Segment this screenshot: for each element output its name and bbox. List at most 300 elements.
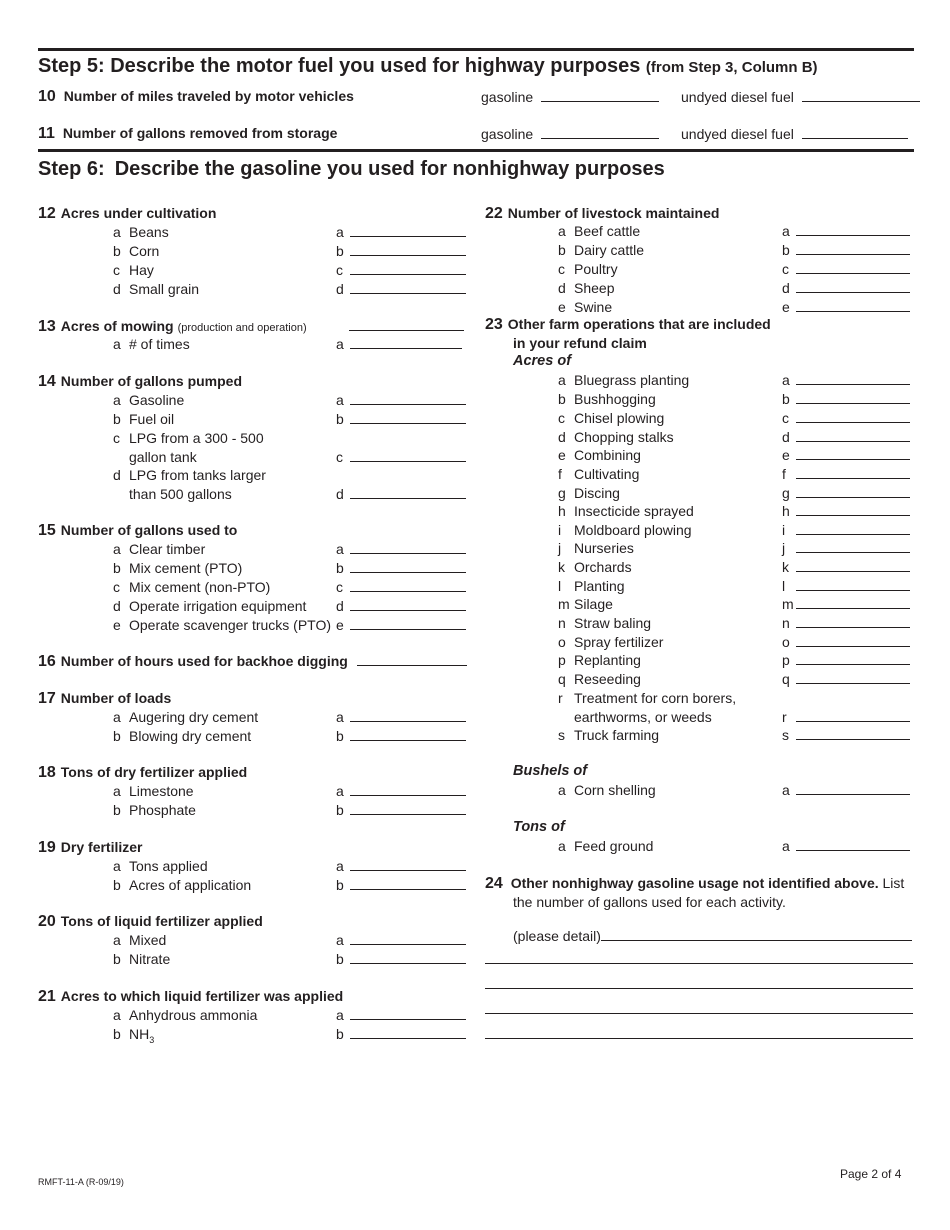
field-letter: n [782, 615, 790, 631]
q24-title-tail: List [882, 875, 905, 891]
q24-detail-line[interactable] [485, 988, 913, 989]
item-letter: c [558, 410, 565, 426]
item-row [113, 950, 170, 968]
answer-field[interactable] [796, 502, 910, 516]
field-letter: b [336, 411, 344, 427]
item-letter: j [558, 540, 562, 556]
item-row [558, 465, 639, 483]
item-label: Corn [129, 243, 160, 259]
line11-diesel-label: undyed diesel fuel [681, 126, 794, 142]
item-letter: e [558, 299, 566, 315]
line11-gasoline-label: gasoline [481, 126, 534, 142]
q21-heading [38, 987, 343, 1006]
field-letter: b [336, 243, 344, 259]
item-row [113, 540, 205, 558]
item-label: Blowing dry cement [129, 728, 252, 744]
item-letter: b [113, 560, 121, 576]
q21-title: Acres to which liquid fertilizer was applied [60, 988, 344, 1004]
answer-field[interactable] [796, 279, 910, 293]
form-number: RMFT-11-A (R-09/19) [38, 1177, 124, 1187]
item-row [558, 595, 613, 613]
item-label: Operate irrigation equipment [129, 598, 307, 614]
q15-heading [38, 521, 237, 540]
item-row [558, 222, 640, 240]
item-label: Beef cattle [574, 223, 641, 239]
answer-field[interactable] [350, 708, 466, 722]
step6-title [38, 158, 665, 181]
item-row [113, 616, 331, 634]
q16-field-row [357, 652, 467, 670]
answer-field[interactable] [796, 633, 910, 647]
item-field-row [336, 1006, 466, 1024]
answer-field[interactable] [350, 223, 466, 237]
field-letter: l [782, 578, 786, 594]
answer-field[interactable] [350, 597, 466, 611]
q13-title: Acres of mowing [60, 318, 174, 334]
line11-gasoline-field[interactable] [541, 125, 659, 139]
item-letter: d [113, 467, 121, 483]
item-letter: a [113, 709, 121, 725]
item-label: Moldboard plowing [574, 522, 692, 538]
q22-title: Number of livestock maintained [507, 205, 720, 221]
item-row [558, 260, 618, 278]
item-row [558, 446, 641, 464]
field-letter: b [336, 1026, 344, 1042]
item-field-row [782, 465, 910, 483]
item-letter: s [558, 727, 565, 743]
answer-field[interactable] [350, 857, 466, 871]
item-letter: c [113, 579, 120, 595]
item-letter: m [558, 596, 570, 612]
item-row [558, 558, 632, 576]
q24-detail-line[interactable] [485, 963, 913, 964]
item-label: Silage [574, 596, 613, 612]
q22-number: 22 [485, 205, 503, 222]
answer-field[interactable] [796, 558, 910, 572]
field-letter: e [782, 299, 790, 315]
q24-detail-field[interactable] [601, 927, 912, 941]
answer-field[interactable] [796, 484, 910, 498]
item-field-row [336, 261, 466, 279]
item-row [113, 559, 242, 577]
top-rule [38, 48, 914, 51]
answer-field[interactable] [796, 539, 910, 553]
answer-field[interactable] [796, 670, 910, 684]
item-letter: b [113, 802, 121, 818]
item-label: Anhydrous ammonia [129, 1007, 258, 1023]
item-field-row [336, 448, 466, 466]
page-number: Page 2 of 4 [840, 1167, 902, 1181]
field-letter: p [782, 652, 790, 668]
field-letter: a [782, 223, 790, 239]
field-letter: m [782, 596, 794, 612]
item-field-row [336, 876, 466, 894]
item-label: Clear timber [129, 541, 206, 557]
item-letter: g [558, 485, 566, 501]
q17-title: Number of loads [60, 690, 172, 706]
answer-field[interactable] [796, 390, 910, 404]
acres-of-subheading: Acres of [513, 353, 572, 369]
item-row [113, 410, 174, 428]
q12-number: 12 [38, 205, 56, 222]
item-label: Sheep [574, 280, 615, 296]
item-label: Combining [574, 447, 641, 463]
field-letter: b [336, 877, 344, 893]
q13-field-row [349, 317, 464, 335]
item-letter: k [558, 559, 565, 575]
field-letter: h [782, 503, 790, 519]
field-letter: b [336, 802, 344, 818]
item-row-cont [129, 448, 197, 466]
answer-field[interactable] [350, 448, 466, 462]
item-row [113, 429, 264, 447]
answer-field[interactable] [350, 876, 466, 890]
answer-field[interactable] [796, 446, 910, 460]
answer-field[interactable] [796, 726, 910, 740]
q14-heading [38, 372, 242, 391]
item-row [558, 241, 644, 259]
field-letter: g [782, 485, 790, 501]
field-letter: a [336, 541, 344, 557]
item-label: Bushhogging [574, 391, 656, 407]
answer-field[interactable] [350, 1006, 466, 1020]
item-letter: c [113, 430, 120, 446]
item-letter: a [558, 782, 566, 798]
item-field-row [336, 578, 466, 596]
answer-field[interactable] [350, 410, 466, 424]
q18-number: 18 [38, 764, 56, 781]
item-field-row [336, 223, 466, 241]
item-field-row [782, 651, 910, 669]
item-field-row [336, 485, 466, 503]
q17-heading [38, 689, 171, 708]
item-field-row [336, 335, 462, 353]
item-field-row [782, 446, 910, 464]
item-row [113, 597, 306, 615]
line11-diesel-field[interactable] [802, 125, 908, 139]
subscript: 3 [149, 1034, 155, 1045]
item-row [113, 876, 251, 894]
line10-gasoline-field[interactable] [541, 88, 659, 102]
q24-number: 24 [485, 875, 503, 892]
line10-number: 10 [38, 88, 56, 105]
item-label: # of times [129, 336, 190, 352]
line10-gasoline-label: gasoline [481, 89, 534, 105]
item-letter: b [558, 242, 566, 258]
field-letter: a [336, 224, 344, 240]
item-field-row [782, 837, 910, 855]
item-field-row [336, 597, 466, 615]
item-label: Phosphate [129, 802, 196, 818]
field-letter: a [782, 372, 790, 388]
answer-field[interactable] [796, 409, 910, 423]
item-label: Nurseries [574, 540, 634, 556]
item-letter: o [558, 634, 566, 650]
item-field-row [336, 391, 466, 409]
answer-field[interactable] [350, 950, 466, 964]
field-letter: s [782, 727, 789, 743]
item-field-row [782, 484, 910, 502]
answer-field[interactable] [350, 335, 462, 349]
item-letter: a [113, 224, 121, 240]
item-label-cont: earthworms, or weeds [574, 709, 712, 725]
item-label: LPG from a 300 - 500 [129, 430, 264, 446]
field-letter: a [782, 782, 790, 798]
q12-title: Acres under cultivation [60, 205, 217, 221]
field-letter: a [336, 783, 344, 799]
q15-title: Number of gallons used to [60, 522, 238, 538]
item-field-row [782, 409, 910, 427]
item-letter: e [558, 447, 566, 463]
answer-field[interactable] [796, 298, 910, 312]
item-letter: a [113, 858, 121, 874]
item-field-row [782, 521, 910, 539]
answer-field[interactable] [796, 577, 910, 591]
item-field-row [782, 633, 910, 651]
item-field-row [782, 222, 910, 240]
item-label: Mix cement (PTO) [129, 560, 243, 576]
q24-detail-line[interactable] [485, 1038, 913, 1039]
line11-diesel [681, 125, 908, 143]
field-letter: j [782, 540, 786, 556]
item-field-row [782, 558, 910, 576]
field-letter: c [336, 262, 343, 278]
answer-field[interactable] [350, 391, 466, 405]
answer-field[interactable] [796, 428, 910, 442]
item-letter: b [113, 243, 121, 259]
q15-number: 15 [38, 522, 56, 539]
item-label: Augering dry cement [129, 709, 259, 725]
item-field-row [336, 931, 466, 949]
field-letter: k [782, 559, 789, 575]
answer-field[interactable] [350, 559, 466, 573]
answer-field[interactable] [350, 931, 466, 945]
item-letter: a [558, 223, 566, 239]
item-label-cont: gallon tank [129, 449, 197, 465]
answer-field[interactable] [796, 595, 910, 609]
field-letter: b [336, 951, 344, 967]
item-label: Replanting [574, 652, 641, 668]
item-row [113, 931, 166, 949]
field-letter: a [336, 858, 344, 874]
item-row [113, 335, 190, 353]
answer-field[interactable] [357, 652, 467, 666]
q14-title: Number of gallons pumped [60, 373, 243, 389]
item-field-row [336, 242, 466, 260]
item-letter: h [558, 503, 566, 519]
item-field-row [782, 298, 910, 316]
answer-field[interactable] [796, 837, 910, 851]
q21-number: 21 [38, 988, 56, 1005]
item-letter: a [113, 1007, 121, 1023]
step6-label: Step 6: [38, 158, 105, 180]
item-field-row [782, 595, 910, 613]
answer-field[interactable] [796, 781, 910, 795]
q18-title: Tons of dry fertilizer applied [60, 764, 248, 780]
answer-field[interactable] [350, 1025, 466, 1039]
item-row [558, 670, 641, 688]
item-row [113, 801, 196, 819]
q20-number: 20 [38, 913, 56, 930]
item-label: Feed ground [574, 838, 654, 854]
item-label: Dairy cattle [574, 242, 645, 258]
item-row [558, 484, 620, 502]
item-label: Corn shelling [574, 782, 656, 798]
q24-detail-label: (please detail) [513, 928, 601, 944]
q17-number: 17 [38, 690, 56, 707]
answer-field[interactable] [796, 222, 910, 236]
line11-number: 11 [38, 125, 55, 142]
field-letter: i [782, 522, 786, 538]
q16-number: 16 [38, 653, 56, 670]
answer-field[interactable] [796, 614, 910, 628]
q24-heading [485, 874, 904, 893]
item-row [113, 708, 258, 726]
item-label: Cultivating [574, 466, 640, 482]
q19-title: Dry fertilizer [60, 839, 143, 855]
item-row [113, 391, 184, 409]
answer-field[interactable] [350, 242, 466, 256]
item-row [558, 539, 634, 557]
item-row [558, 781, 656, 799]
field-letter: c [782, 261, 789, 277]
item-letter: b [113, 1026, 121, 1042]
answer-field[interactable] [796, 260, 910, 274]
q13-heading [38, 317, 307, 337]
item-row [558, 390, 656, 408]
item-label: Discing [574, 485, 620, 501]
answer-field[interactable] [350, 540, 466, 554]
item-field-row [336, 801, 466, 819]
item-row [113, 261, 154, 279]
answer-field[interactable] [350, 485, 466, 499]
item-row [558, 409, 664, 427]
answer-field[interactable] [796, 371, 910, 385]
item-row [558, 837, 653, 855]
q13-number: 13 [38, 318, 56, 335]
field-letter: d [782, 429, 790, 445]
line11-label: Number of gallons removed from storage [62, 125, 338, 141]
item-row [558, 689, 736, 707]
item-letter: d [558, 280, 566, 296]
field-letter: b [782, 391, 790, 407]
item-field-row [336, 280, 466, 298]
item-letter: q [558, 671, 566, 687]
step6-title-text: Describe the gasoline you used for nonhighway purposes [114, 158, 665, 180]
item-row [113, 223, 169, 241]
item-row [113, 857, 208, 875]
item-field-row [782, 502, 910, 520]
item-field-row [336, 410, 466, 428]
field-letter: q [782, 671, 790, 687]
step5-subtitle: (from Step 3, Column B) [645, 59, 818, 76]
q12-heading [38, 204, 216, 223]
item-field-row [336, 950, 466, 968]
line11-gasoline [481, 125, 659, 143]
item-label: Truck farming [574, 727, 660, 743]
line10-diesel [681, 88, 920, 106]
item-letter: b [113, 728, 121, 744]
item-row-cont [129, 485, 232, 503]
item-row [558, 428, 674, 446]
item-letter: i [558, 522, 562, 538]
item-label: Treatment for corn borers, [574, 690, 737, 706]
item-letter: a [113, 336, 121, 352]
answer-field[interactable] [350, 280, 466, 294]
item-letter: a [113, 932, 121, 948]
item-letter: c [558, 261, 565, 277]
item-label: Limestone [129, 783, 194, 799]
item-field-row [336, 782, 466, 800]
answer-field[interactable] [350, 261, 466, 275]
q20-title: Tons of liquid fertilizer applied [60, 913, 263, 929]
item-label: NH [129, 1026, 150, 1042]
answer-field[interactable] [349, 317, 464, 331]
line10-label: Number of miles traveled by motor vehicles [63, 88, 354, 104]
item-field-row [782, 390, 910, 408]
item-letter: e [113, 617, 121, 633]
q24-detail-line[interactable] [485, 1013, 913, 1014]
item-field-row [782, 670, 910, 688]
answer-field[interactable] [350, 782, 466, 796]
item-label: Acres of application [129, 877, 252, 893]
answer-field[interactable] [796, 651, 910, 665]
item-field-row [782, 708, 910, 726]
field-letter: a [336, 709, 344, 725]
answer-field[interactable] [796, 521, 910, 535]
line10-diesel-label: undyed diesel fuel [681, 89, 794, 105]
q16-title: Number of hours used for backhoe digging [60, 653, 348, 669]
item-field-row [782, 577, 910, 595]
item-letter: a [558, 838, 566, 854]
item-field-row [336, 727, 466, 745]
answer-field[interactable] [796, 708, 910, 722]
item-label: Beans [129, 224, 169, 240]
answer-field[interactable] [350, 616, 466, 630]
item-row [558, 614, 651, 632]
field-letter: b [336, 560, 344, 576]
answer-field[interactable] [350, 801, 466, 815]
item-label: Insecticide sprayed [574, 503, 694, 519]
q19-heading [38, 838, 143, 857]
item-label: Gasoline [129, 392, 185, 408]
field-letter: r [782, 709, 787, 725]
item-label: LPG from tanks larger [129, 467, 266, 483]
field-letter: a [782, 838, 790, 854]
item-field-row [782, 279, 910, 297]
field-letter: a [336, 392, 344, 408]
line10-gasoline [481, 88, 659, 106]
item-field-row [782, 614, 910, 632]
item-label: Bluegrass planting [574, 372, 690, 388]
line10-diesel-field[interactable] [802, 88, 920, 102]
item-row [558, 577, 625, 595]
answer-field[interactable] [796, 241, 910, 255]
field-letter: f [782, 466, 786, 482]
item-letter: a [113, 783, 121, 799]
answer-field[interactable] [350, 727, 466, 741]
item-row [558, 279, 614, 297]
item-letter: b [113, 877, 121, 893]
item-letter: f [558, 466, 562, 482]
answer-field[interactable] [796, 465, 910, 479]
field-letter: c [782, 410, 789, 426]
item-row [558, 502, 694, 520]
item-label: Swine [574, 299, 613, 315]
item-letter: c [113, 262, 120, 278]
answer-field[interactable] [350, 578, 466, 592]
item-row [558, 651, 641, 669]
